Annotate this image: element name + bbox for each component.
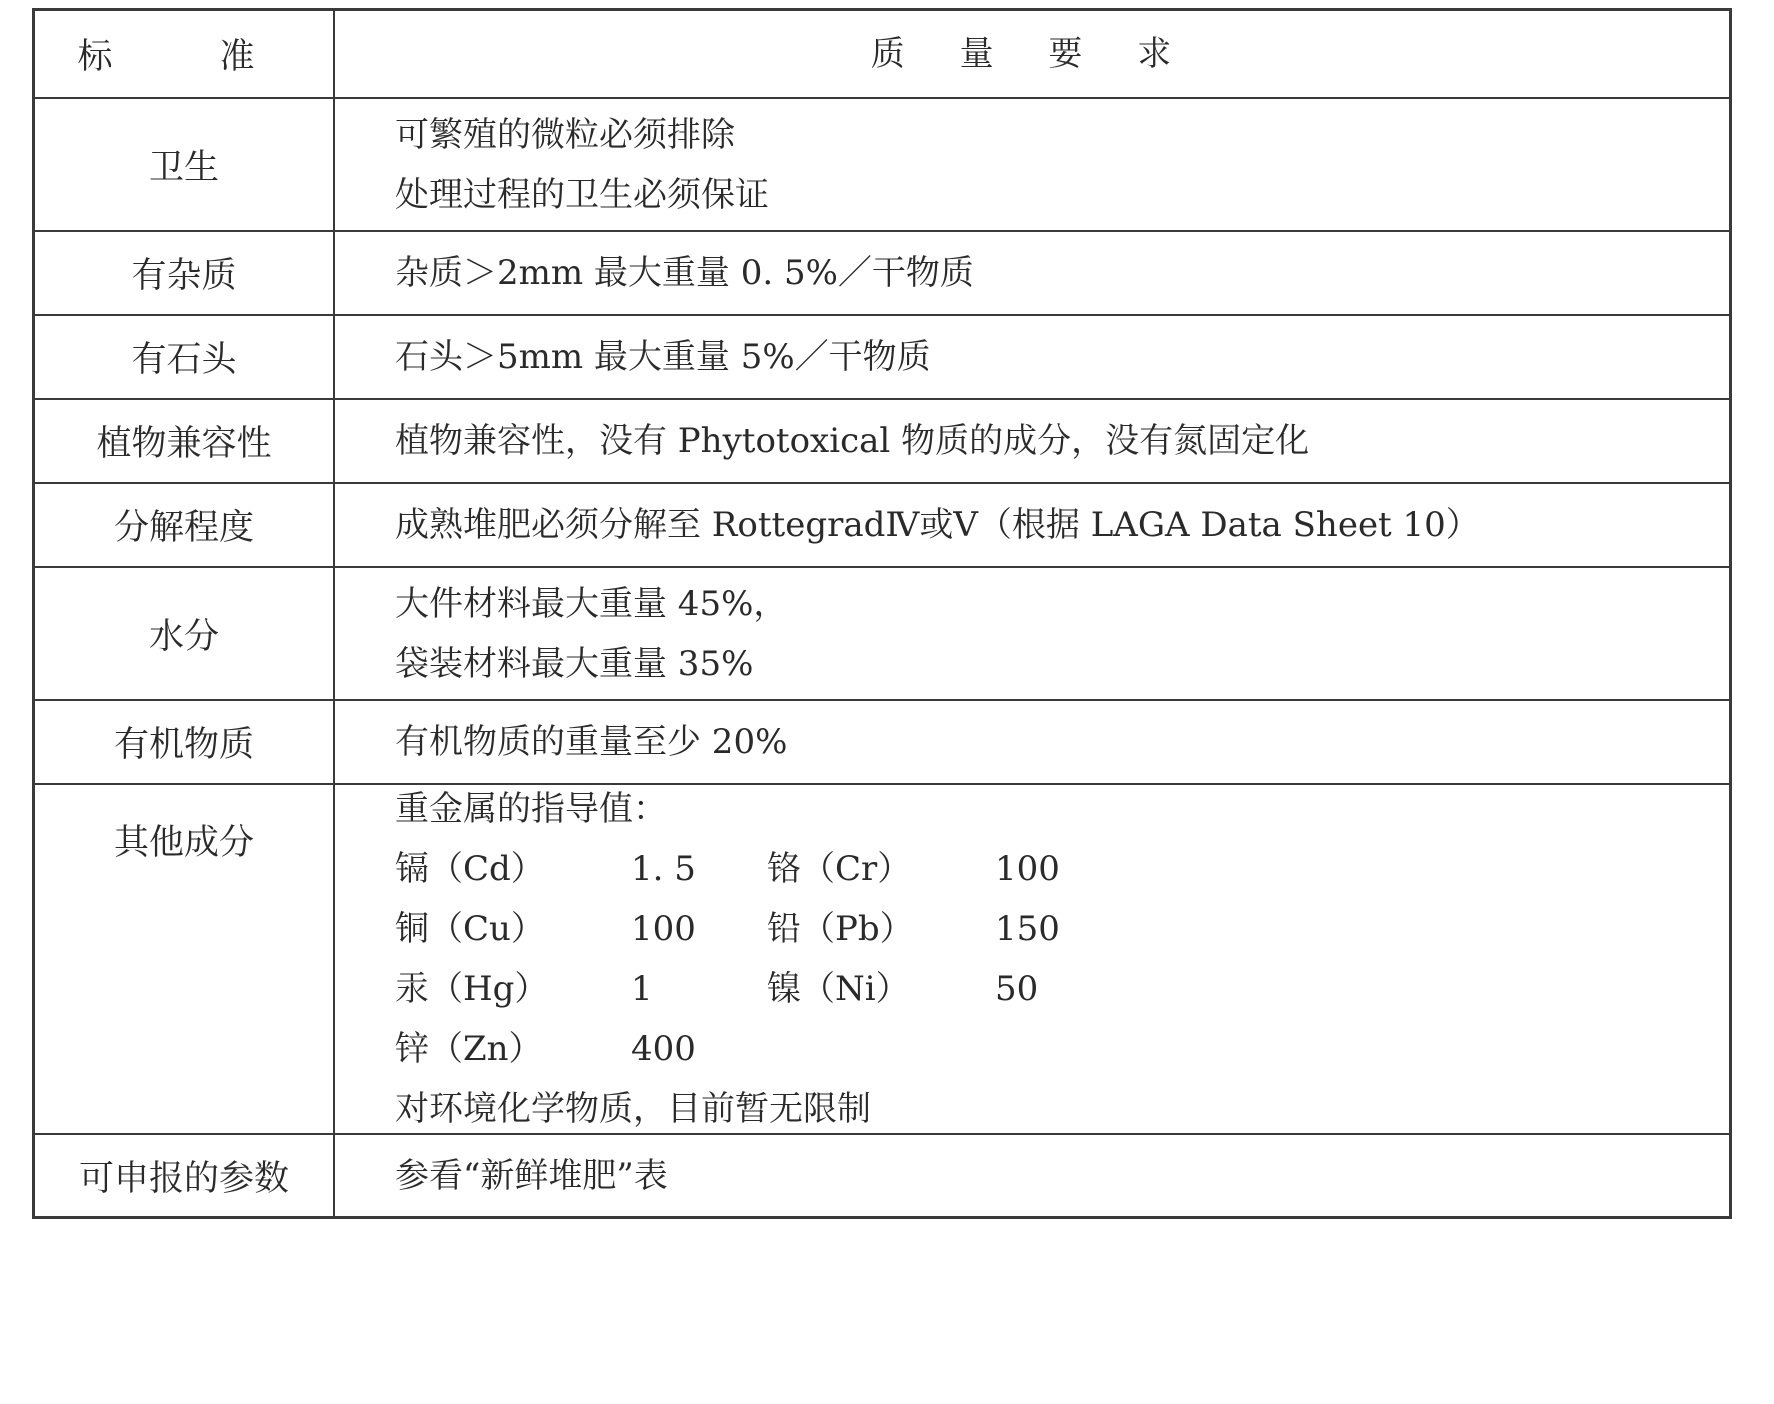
row-content: 杂质＞2mm 最大重量 0. 5%／干物质: [395, 253, 974, 293]
row-label: 水分: [35, 568, 335, 699]
table-row: [35, 482, 1729, 566]
table-header-row: [35, 11, 1729, 97]
environmental-chemicals-note: 对环境化学物质，目前暂无限制: [395, 1089, 871, 1129]
metal-row: 汞（Hg） 1 镍（Ni） 50: [395, 969, 1039, 1009]
row-label: 有机物质: [35, 701, 335, 783]
row-label: 可申报的参数: [35, 1135, 335, 1216]
row-content: 有机物质的重量至少 20%: [395, 722, 788, 762]
heavy-metal-intro: 重金属的指导值：: [395, 789, 667, 829]
row-label: 有杂质: [35, 232, 335, 314]
row-content: 参看“新鲜堆肥”表: [395, 1155, 668, 1196]
table-row: [35, 97, 1729, 230]
heavy-metal-guidelines: [335, 785, 1729, 1133]
table-row: [35, 398, 1729, 482]
row-label: 有石头: [35, 316, 335, 398]
row-content: 石头＞5mm 最大重量 5%／干物质: [395, 337, 931, 377]
row-label: 卫生: [35, 99, 335, 230]
table-row: [35, 230, 1729, 314]
row-content: 成熟堆肥必须分解至 RottegradⅣ或Ⅴ（根据 LAGA Data Sheet 10）: [395, 505, 1480, 545]
quality-requirements-table: [32, 8, 1732, 1219]
header-standard: 标 准: [35, 11, 335, 97]
table-row: [35, 314, 1729, 398]
row-content: 大件材料最大重量 45%， 袋装材料最大重量 35%: [395, 583, 788, 684]
table-row-reportable-parameters: [35, 1133, 1729, 1216]
metal-row: 镉（Cd） 1. 5 铬（Cr） 100: [395, 849, 1060, 889]
row-label: 其他成分: [35, 785, 335, 1133]
row-label: 分解程度: [35, 484, 335, 566]
metal-row: 铜（Cu） 100 铅（Pb） 150: [395, 909, 1060, 949]
table-row-other-components: [35, 783, 1729, 1133]
row-label: 植物兼容性: [35, 400, 335, 482]
metal-row: 锌（Zn） 400: [395, 1029, 696, 1069]
table-row: [35, 699, 1729, 783]
row-content: 植物兼容性，没有 Phytotoxical 物质的成分，没有氮固定化: [395, 421, 1310, 461]
header-quality-requirements: 质 量 要 求: [870, 34, 1194, 74]
table-row: [35, 566, 1729, 699]
row-content: 可繁殖的微粒必须排除 处理过程的卫生必须保证: [395, 114, 769, 215]
